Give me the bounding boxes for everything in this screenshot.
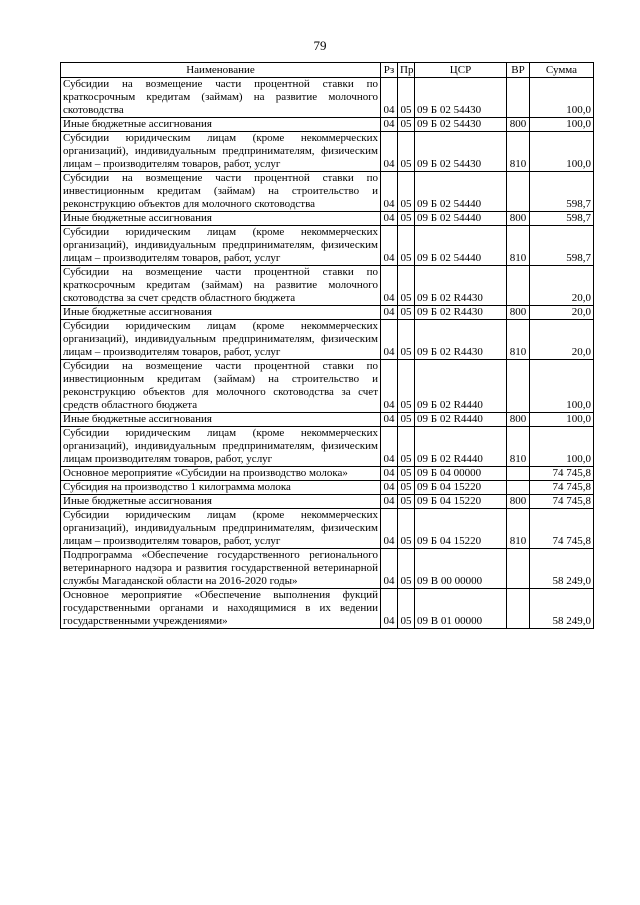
cell-pr: 05: [398, 467, 415, 481]
cell-rz: 04: [381, 306, 398, 320]
cell-csr: 09 Б 02 54440: [415, 172, 507, 212]
cell-pr: 05: [398, 226, 415, 266]
cell-csr: 09 Б 02 R4430: [415, 306, 507, 320]
cell-vr: 800: [507, 118, 530, 132]
cell-rz: 04: [381, 481, 398, 495]
cell-csr: 09 Б 02 54430: [415, 118, 507, 132]
cell-pr: 05: [398, 212, 415, 226]
table-row: [61, 509, 594, 549]
table-row: [61, 495, 594, 509]
cell-pr: 05: [398, 306, 415, 320]
cell-csr: 09 Б 04 15220: [415, 509, 507, 549]
table-header-row: [61, 63, 594, 78]
cell-vr: [507, 266, 530, 306]
cell-sum: 100,0: [530, 132, 594, 172]
table-row: [61, 78, 594, 118]
cell-rz: 04: [381, 495, 398, 509]
cell-vr: 810: [507, 320, 530, 360]
cell-csr: 09 В 01 00000: [415, 589, 507, 629]
cell-name: Иные бюджетные ассигнования: [61, 413, 381, 427]
cell-pr: 05: [398, 118, 415, 132]
cell-name: Субсидии юридическим лицам (кроме некоммерческих организаций), индивидуальным предпринимателям, физическим лицам – производителям товаров, работ, услуг: [61, 226, 381, 266]
table-row: [61, 226, 594, 266]
table-row: [61, 320, 594, 360]
cell-csr: 09 Б 02 R4440: [415, 360, 507, 413]
header-name: Наименование: [61, 63, 381, 78]
cell-sum: 598,7: [530, 212, 594, 226]
cell-vr: [507, 78, 530, 118]
cell-sum: 598,7: [530, 226, 594, 266]
table-body: [61, 78, 594, 629]
table-row: [61, 360, 594, 413]
budget-table: [60, 62, 594, 629]
header-csr: ЦСР: [415, 63, 507, 78]
cell-name: Субсидии юридическим лицам (кроме некоммерческих организаций), индивидуальным предпринимателям, физическим лицам производителям товаров, работ, услуг: [61, 427, 381, 467]
cell-vr: [507, 360, 530, 413]
cell-pr: 05: [398, 481, 415, 495]
table-row: [61, 427, 594, 467]
cell-name: Субсидия на производство 1 килограмма молока: [61, 481, 381, 495]
cell-name: Субсидии юридическим лицам (кроме некоммерческих организаций), индивидуальным предпринимателям, физическим лицам – производителям товаров, работ, услуг: [61, 320, 381, 360]
cell-name: Основное мероприятие «Обеспечение выполнения фукций государственными органами и находящимися в их ведении государственными учреждениями»: [61, 589, 381, 629]
cell-pr: 05: [398, 78, 415, 118]
cell-sum: 58 249,0: [530, 549, 594, 589]
cell-csr: 09 Б 02 54430: [415, 78, 507, 118]
header-pr: Пр: [398, 63, 415, 78]
table-row: [61, 306, 594, 320]
table-row: [61, 266, 594, 306]
cell-name: Субсидии на возмещение части процентной ставки по инвестиционным кредитам (займам) на строительство и реконструкцию объектов для молочного скотоводства за счет средств областного бюджета: [61, 360, 381, 413]
table-row: [61, 467, 594, 481]
cell-name: Иные бюджетные ассигнования: [61, 306, 381, 320]
cell-vr: 800: [507, 413, 530, 427]
cell-pr: 05: [398, 360, 415, 413]
cell-csr: 09 В 00 00000: [415, 549, 507, 589]
cell-name: Субсидии на возмещение части процентной ставки по инвестиционным кредитам (займам) на строительство и реконструкцию объектов для молочного скотоводства: [61, 172, 381, 212]
table-row: [61, 118, 594, 132]
cell-vr: 810: [507, 226, 530, 266]
cell-rz: 04: [381, 360, 398, 413]
cell-sum: 20,0: [530, 266, 594, 306]
cell-sum: 74 745,8: [530, 509, 594, 549]
cell-name: Субсидии юридическим лицам (кроме некоммерческих организаций), индивидуальным предпринимателям, физическим лицам – производителям товаров, работ, услуг: [61, 132, 381, 172]
cell-rz: 04: [381, 589, 398, 629]
cell-rz: 04: [381, 132, 398, 172]
cell-rz: 04: [381, 226, 398, 266]
cell-csr: 09 Б 04 15220: [415, 481, 507, 495]
cell-rz: 04: [381, 266, 398, 306]
table-row: [61, 212, 594, 226]
cell-csr: 09 Б 02 R4430: [415, 320, 507, 360]
cell-name: Иные бюджетные ассигнования: [61, 212, 381, 226]
cell-sum: 100,0: [530, 78, 594, 118]
cell-vr: [507, 481, 530, 495]
cell-sum: 74 745,8: [530, 495, 594, 509]
cell-pr: 05: [398, 589, 415, 629]
cell-vr: 800: [507, 306, 530, 320]
cell-name: Субсидии юридическим лицам (кроме некоммерческих организаций), индивидуальным предпринимателям, физическим лицам – производителям товаров, работ, услуг: [61, 509, 381, 549]
cell-pr: 05: [398, 320, 415, 360]
table-row: [61, 481, 594, 495]
cell-rz: 04: [381, 509, 398, 549]
table-row: [61, 413, 594, 427]
cell-sum: 100,0: [530, 118, 594, 132]
cell-sum: 100,0: [530, 427, 594, 467]
cell-vr: [507, 589, 530, 629]
cell-name: Субсидии на возмещение части процентной ставки по краткосрочным кредитам (займам) на развитие молочного скотоводства: [61, 78, 381, 118]
cell-rz: 04: [381, 427, 398, 467]
cell-pr: 05: [398, 495, 415, 509]
cell-csr: 09 Б 02 54440: [415, 226, 507, 266]
cell-vr: [507, 467, 530, 481]
cell-vr: 800: [507, 212, 530, 226]
cell-pr: 05: [398, 509, 415, 549]
cell-pr: 05: [398, 266, 415, 306]
cell-csr: 09 Б 04 15220: [415, 495, 507, 509]
cell-sum: 20,0: [530, 306, 594, 320]
page-number: 79: [313, 38, 327, 53]
cell-pr: 05: [398, 132, 415, 172]
cell-sum: 100,0: [530, 360, 594, 413]
cell-name: Иные бюджетные ассигнования: [61, 495, 381, 509]
cell-vr: 810: [507, 427, 530, 467]
cell-vr: 810: [507, 132, 530, 172]
cell-rz: 04: [381, 212, 398, 226]
cell-pr: 05: [398, 172, 415, 212]
cell-csr: 09 Б 02 R4430: [415, 266, 507, 306]
cell-sum: 20,0: [530, 320, 594, 360]
table-row: [61, 132, 594, 172]
cell-name: Основное мероприятие «Субсидии на производство молока»: [61, 467, 381, 481]
cell-pr: 05: [398, 427, 415, 467]
cell-sum: 74 745,8: [530, 467, 594, 481]
cell-csr: 09 Б 02 R4440: [415, 427, 507, 467]
cell-sum: 58 249,0: [530, 589, 594, 629]
table-row: [61, 589, 594, 629]
cell-pr: 05: [398, 413, 415, 427]
cell-vr: [507, 549, 530, 589]
cell-name: Иные бюджетные ассигнования: [61, 118, 381, 132]
cell-vr: 810: [507, 509, 530, 549]
cell-csr: 09 Б 02 54430: [415, 132, 507, 172]
table-row: [61, 549, 594, 589]
cell-rz: 04: [381, 549, 398, 589]
cell-vr: 800: [507, 495, 530, 509]
table-row: [61, 172, 594, 212]
cell-sum: 598,7: [530, 172, 594, 212]
cell-rz: 04: [381, 467, 398, 481]
cell-csr: 09 Б 02 54440: [415, 212, 507, 226]
header-rz: Рз: [381, 63, 398, 78]
cell-rz: 04: [381, 78, 398, 118]
header-vr: ВР: [507, 63, 530, 78]
cell-rz: 04: [381, 320, 398, 360]
cell-csr: 09 Б 02 R4440: [415, 413, 507, 427]
cell-rz: 04: [381, 172, 398, 212]
cell-vr: [507, 172, 530, 212]
cell-rz: 04: [381, 413, 398, 427]
cell-rz: 04: [381, 118, 398, 132]
header-sum: Сумма: [530, 63, 594, 78]
cell-pr: 05: [398, 549, 415, 589]
cell-name: Субсидии на возмещение части процентной ставки по краткосрочным кредитам (займам) на развитие молочного скотоводства за счет средств областного бюджета: [61, 266, 381, 306]
cell-sum: 74 745,8: [530, 481, 594, 495]
cell-sum: 100,0: [530, 413, 594, 427]
cell-csr: 09 Б 04 00000: [415, 467, 507, 481]
cell-name: Подпрограмма «Обеспечение государственного регионального ветеринарного надзора и развития государственной ветеринарной службы Магаданской области на 2016-2020 годы»: [61, 549, 381, 589]
